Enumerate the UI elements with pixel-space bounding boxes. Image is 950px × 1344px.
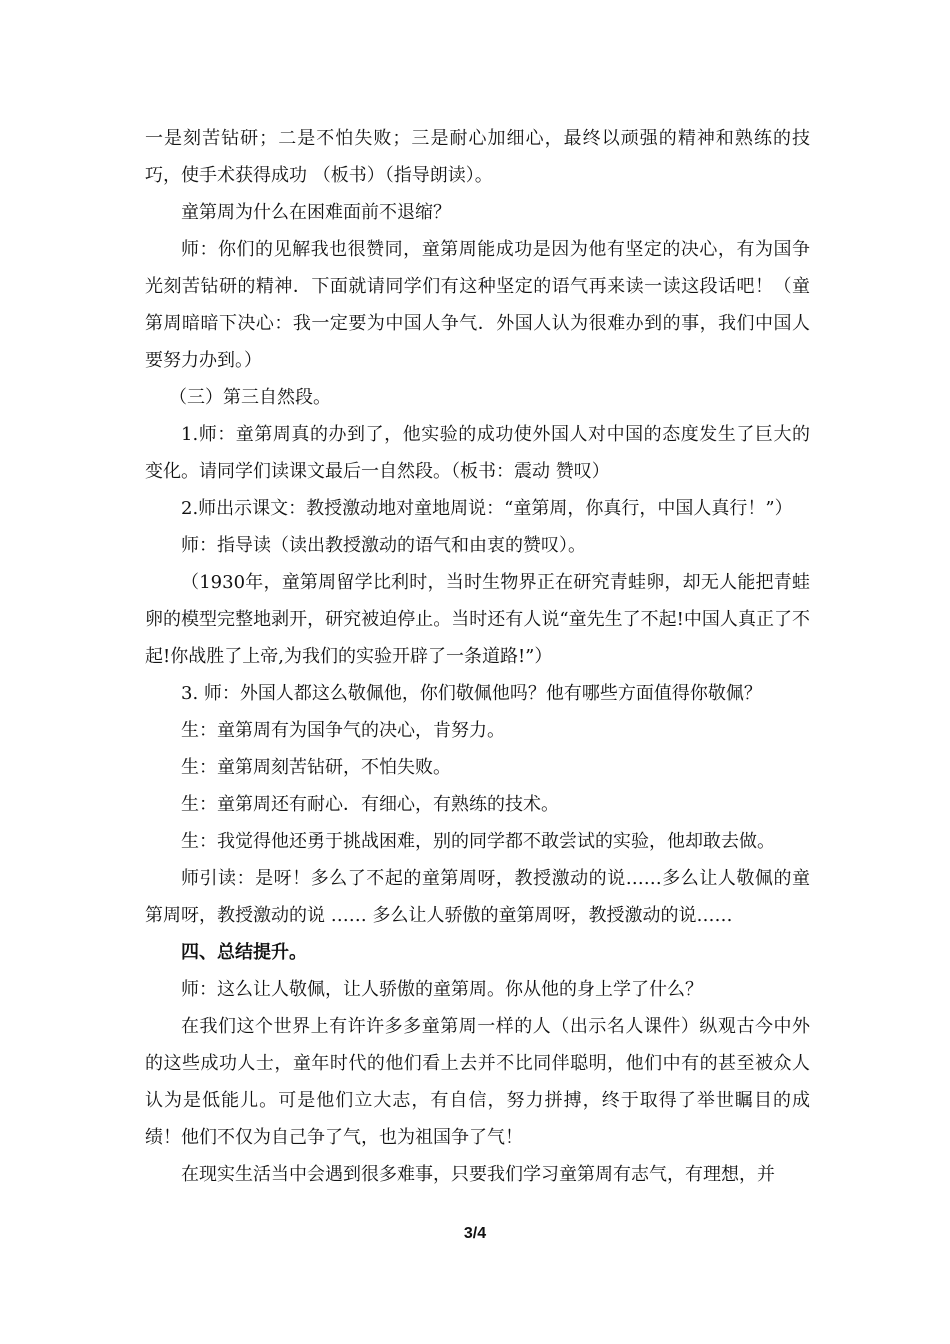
paragraph-10: 生：童第周有为国争气的决心，肯努力。 xyxy=(181,720,505,741)
paragraph-11: 生：童第周刻苦钻研，不怕失败。 xyxy=(181,757,451,778)
paragraph-3: 师：你们的见解我也很赞同，童第周能成功是因为他有坚定的决心，有为国争光刻苦钻研的精神．下面就请同学们有这种坚定的语气再来读一读这段话吧！（童第周暗暗下决心：我一定要为中国人争气．外国人认为很难办到的事，我们中国人要努力办到。） xyxy=(145,239,810,371)
paragraph-17: 在我们这个世界上有许许多多童第周一样的人（出示名人课件）纵观古今中外的这些成功人士，童年时代的他们看上去并不比同伴聪明，他们中有的甚至被众人认为是低能儿。可是他们立大志，有自信，努力拼搏，终于取得了举世瞩目的成绩！他们不仅为自己争了气，也为祖国争了气！ xyxy=(145,1016,810,1148)
paragraph-13: 生：我觉得他还勇于挑战困难，别的同学都不敢尝试的实验，他却敢去做。 xyxy=(181,831,775,852)
page-number: 3/4 xyxy=(463,1225,487,1242)
paragraph-6: 2.师出示课文：教授激动地对童地周说：“童第周，你真行，中国人真行！”） xyxy=(181,498,793,519)
document-body xyxy=(145,120,810,1193)
paragraph-16: 师：这么让人敬佩，让人骄傲的童第周。你从他的身上学了什么？ xyxy=(181,979,703,1000)
section-heading: 四、总结提升。 xyxy=(181,942,307,963)
paragraph-14: 师引读：是呀！多么了不起的童第周呀，教授激动的说……多么让人敬佩的童第周呀，教授激动的说 …… 多么让人骄傲的童第周呀，教授激动的说…… xyxy=(145,868,810,926)
paragraph-2: 童第周为什么在困难面前不退缩？ xyxy=(181,202,451,223)
paragraph-8: （1930年，童第周留学比利时，当时生物界正在研究青蛙卵，却无人能把青蛙卵的模型完整地剥开，研究被迫停止。当时还有人说“童先生了不起!中国人真正了不起!你战胜了上帝,为我们的实验开辟了一条道路!”） xyxy=(145,572,810,667)
paragraph-12: 生：童第周还有耐心．有细心，有熟练的技术。 xyxy=(181,794,559,815)
paragraph-18: 在现实生活当中会遇到很多难事，只要我们学习童第周有志气，有理想，并 xyxy=(181,1164,775,1185)
paragraph-5: 1.师：童第周真的办到了，他实验的成功使外国人对中国的态度发生了巨大的变化。请同学们读课文最后一自然段。（板书：震动 赞叹） xyxy=(145,424,810,482)
paragraph-4: （三）第三自然段。 xyxy=(169,387,331,408)
paragraph-1: 一是刻苦钻研；二是不怕失败；三是耐心加细心，最终以顽强的精神和熟练的技巧，使手术获得成功 （板书）（指导朗读）。 xyxy=(145,128,810,186)
paragraph-9: 3. 师：外国人都这么敬佩他，你们敬佩他吗？他有哪些方面值得你敬佩？ xyxy=(181,683,762,704)
paragraph-7: 师：指导读（读出教授激动的语气和由衷的赞叹）。 xyxy=(181,535,586,556)
